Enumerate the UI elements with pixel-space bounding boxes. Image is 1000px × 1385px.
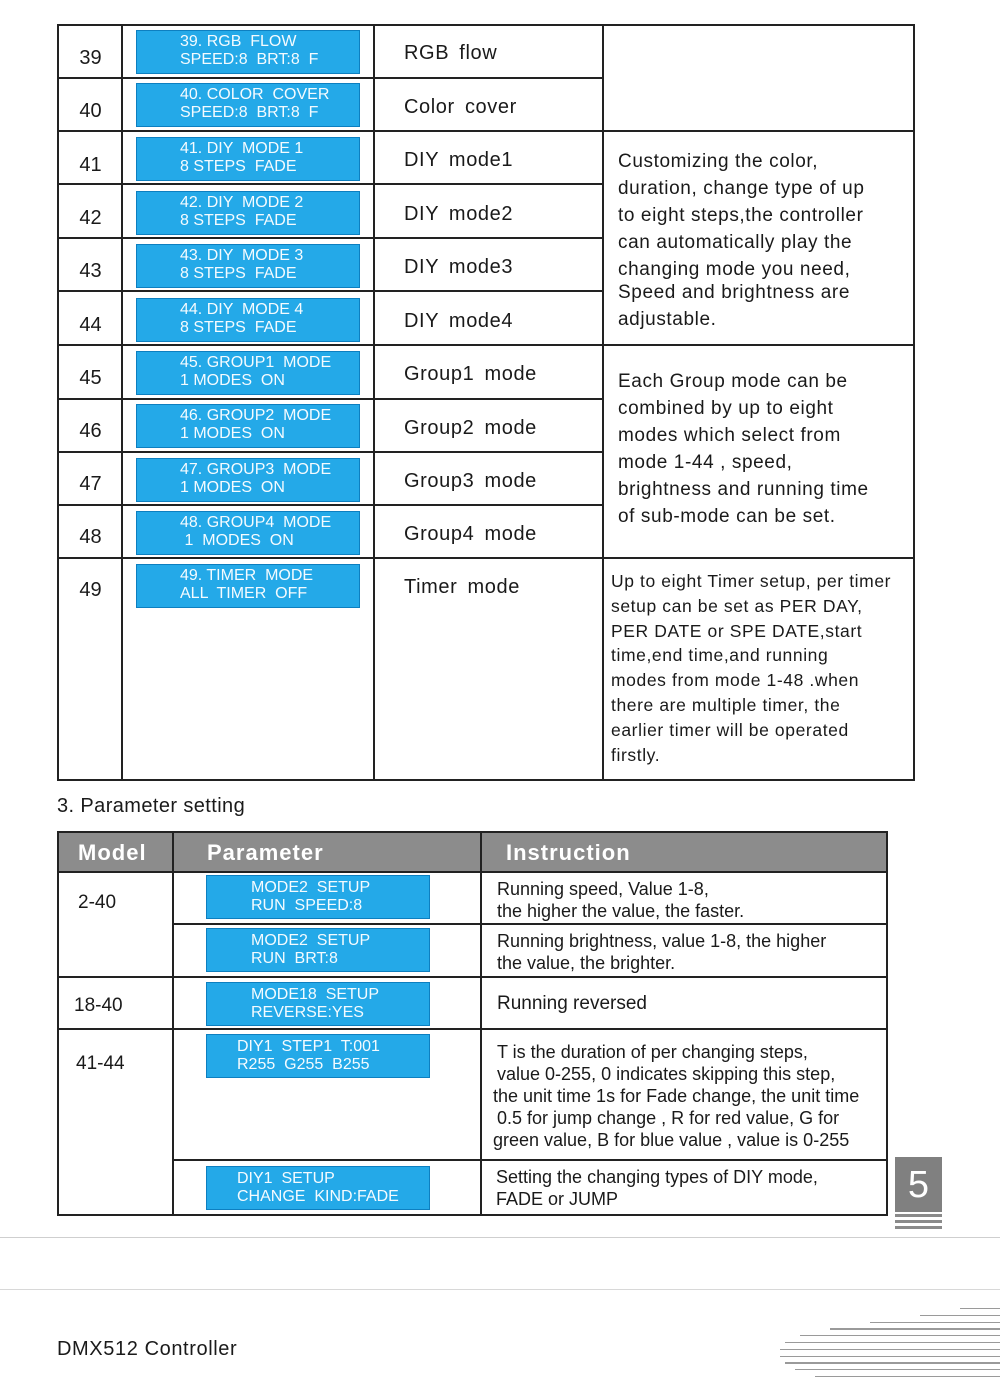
lcd-line: 45. GROUP1 MODE [180,354,332,371]
footer-line [780,1349,1000,1350]
lcd-line: SPEED:8 BRT:8 F [180,104,319,121]
mode-name: Group4 mode [404,523,537,545]
footer-title: DMX512 Controller [57,1338,238,1360]
lcd-line: REVERSE:YES [251,1004,364,1021]
lcd-line: 46. GROUP2 MODE [180,407,332,424]
lcd-display [206,1034,430,1078]
lcd-line: 1 MODES ON [180,425,285,442]
table-divider [59,77,604,79]
instruction-line: green value, B for blue value , value is 0-255 [493,1130,850,1150]
stripe [895,1220,942,1223]
table-divider [59,130,913,132]
lcd-display [206,982,430,1026]
lcd-line: 8 STEPS FADE [180,265,297,282]
instruction-line: Setting the changing types of DIY mode, [496,1167,818,1187]
description-line: modes from mode 1-48 .when [611,670,860,691]
lcd-line: DIY1 STEP1 T:001 [237,1038,380,1055]
mode-name: Group3 mode [404,470,537,492]
lcd-line: 8 STEPS FADE [180,158,297,175]
table-divider [59,398,604,400]
mode-name: Color cover [404,96,517,118]
footer-decoration [780,1308,1000,1383]
page-divider [0,1237,1000,1238]
table-divider [172,1159,886,1161]
mode-number: 40 [79,100,102,122]
mode-name: DIY mode3 [404,256,514,278]
lcd-line: 1 MODES ON [180,479,285,496]
mode-name: DIY mode1 [404,149,514,171]
description-line: changing mode you need, [618,259,851,280]
lcd-display [136,298,360,342]
parameter-table [57,831,888,1216]
description-line: Customizing the color, [618,151,819,172]
table-divider [59,451,604,453]
lcd-line: MODE2 SETUP [251,879,371,896]
table-divider [59,344,913,346]
description-line: Each Group mode can be [618,371,848,392]
lcd-display [206,1166,430,1210]
diy-mode-description [618,148,898,333]
lcd-display [136,83,360,127]
mode-name: Timer mode [404,576,520,598]
mode-name: RGB flow [404,42,498,64]
instruction-text [496,1166,881,1210]
mode-number: 43 [79,260,102,282]
instruction-line: the value, the brighter. [497,953,676,973]
lcd-line: RUN SPEED:8 [251,897,363,914]
mode-number: 44 [79,314,102,336]
mode-number: 47 [79,473,102,495]
lcd-line: 47. GROUP3 MODE [180,461,332,478]
instruction-text [497,930,882,974]
footer-line [785,1362,1000,1363]
lcd-line: 49. TIMER MODE [180,567,314,584]
instruction-line: the unit time 1s for Fade change, the unit time [493,1086,860,1106]
instruction-line: Running brightness, value 1-8, the higher [497,931,827,951]
header-parameter: Parameter [207,840,324,865]
header-instruction: Instruction [506,840,631,865]
description-line: there are multiple timer, the [611,694,841,715]
instruction-line: the higher the value, the faster. [497,901,745,921]
description-line: brightness and running time [618,479,869,500]
mode-number: 48 [79,526,102,548]
instruction-line: value 0-255, 0 indicates skipping this step, [497,1064,836,1084]
lcd-line: DIY1 SETUP [237,1170,335,1187]
instruction-line: 0.5 for jump change , R for red value, G for [497,1108,840,1128]
lcd-display [136,564,360,608]
description-line: Up to eight Timer setup, per timer [611,571,892,591]
instruction-line: Running speed, Value 1-8, [497,879,709,899]
instruction-line: Running reversed [497,993,647,1014]
model-range: 2-40 [78,892,117,913]
lcd-display [136,30,360,74]
instruction-text [493,1041,878,1151]
description-line: PER DATE or SPE DATE,start [611,620,863,641]
footer-line [795,1369,1000,1370]
table-divider [59,237,604,239]
lcd-line: 40. COLOR COVER [180,86,330,103]
instruction-text [497,993,882,1015]
table-divider [373,26,375,779]
lcd-line: 42. DIY MODE 2 [180,194,304,211]
footer-line [870,1322,1000,1323]
model-range: 41-44 [76,1053,125,1074]
table-divider [172,833,174,1214]
lcd-line: ALL TIMER OFF [180,585,308,602]
lcd-display [136,458,360,502]
description-line: combined by up to eight [618,398,834,419]
lcd-line: 41. DIY MODE 1 [180,140,304,157]
page-number: 5 [895,1157,942,1212]
lcd-line: MODE18 SETUP [251,986,380,1003]
lcd-display [136,244,360,288]
mode-number: 46 [79,420,102,442]
description-line: of sub-mode can be set. [618,506,836,527]
mode-name: DIY mode4 [404,310,514,332]
description-line: adjustable. [618,309,717,330]
instruction-text [497,878,882,922]
lcd-display [136,137,360,181]
lcd-line: SPEED:8 BRT:8 F [180,51,319,68]
table-divider [121,26,123,779]
table-divider [602,26,604,779]
header-model: Model [78,840,147,865]
lcd-line: 8 STEPS FADE [180,212,297,229]
section-title: 3. Parameter setting [57,795,246,817]
table-divider [59,504,604,506]
table-divider [480,833,482,1214]
mode-table [57,24,915,781]
mode-number: 41 [79,154,102,176]
table-divider [59,290,604,292]
lcd-line: 1 MODES ON [180,372,285,389]
table-divider [59,183,604,185]
lcd-line: 48. GROUP4 MODE [180,514,332,531]
page-divider [0,1289,1000,1290]
table-divider [172,923,886,925]
footer-line [800,1335,1000,1336]
description-line: can automatically play the [618,232,853,253]
description-line: setup can be set as PER DAY, [611,595,863,616]
instruction-line: FADE or JUMP [496,1189,619,1209]
mode-number: 45 [79,367,102,389]
mode-number: 39 [79,47,102,69]
description-line: firstly. [611,744,661,765]
lcd-display [136,191,360,235]
footer-line [780,1356,1000,1357]
footer-line [920,1315,1000,1316]
mode-number: 42 [79,207,102,229]
group-mode-description [618,368,898,530]
lcd-line: 43. DIY MODE 3 [180,247,304,264]
footer-line [830,1328,1000,1329]
stripe [895,1226,942,1229]
mode-name: Group1 mode [404,363,537,385]
lcd-display [136,511,360,555]
description-line: modes which select from [618,425,841,446]
footer-line [960,1308,1000,1309]
lcd-line: CHANGE KIND:FADE [237,1188,399,1205]
model-range: 18-40 [74,995,123,1016]
mode-name: DIY mode2 [404,203,514,225]
lcd-line: RUN BRT:8 [251,950,338,967]
table-header [59,833,886,873]
lcd-line: 39. RGB FLOW [180,33,297,50]
mode-number: 49 [79,579,102,601]
lcd-display [136,404,360,448]
table-divider [59,1028,886,1030]
description-line: to eight steps,the controller [618,205,864,226]
lcd-line: R255 G255 B255 [237,1056,370,1073]
footer-line [785,1342,1000,1343]
lcd-line: 8 STEPS FADE [180,319,297,336]
stripe [895,1214,942,1217]
lcd-line: 44. DIY MODE 4 [180,301,304,318]
mode-name: Group2 mode [404,417,537,439]
instruction-line: T is the duration of per changing steps, [497,1042,808,1062]
description-line: earlier timer will be operated [611,719,849,740]
table-divider [59,557,913,559]
timer-mode-description [611,569,906,767]
lcd-display [206,875,430,919]
lcd-line: 1 MODES ON [180,532,294,549]
description-line: duration, change type of up [618,178,865,199]
description-line: mode 1-44 , speed, [618,452,793,473]
description-line: Speed and brightness are [618,282,850,303]
lcd-display [136,351,360,395]
lcd-line: MODE2 SETUP [251,932,371,949]
description-line: time,end time,and running [611,645,829,666]
table-divider [59,976,886,978]
footer-line [815,1376,1000,1377]
lcd-display [206,928,430,972]
page-tab-stripes [895,1214,942,1232]
